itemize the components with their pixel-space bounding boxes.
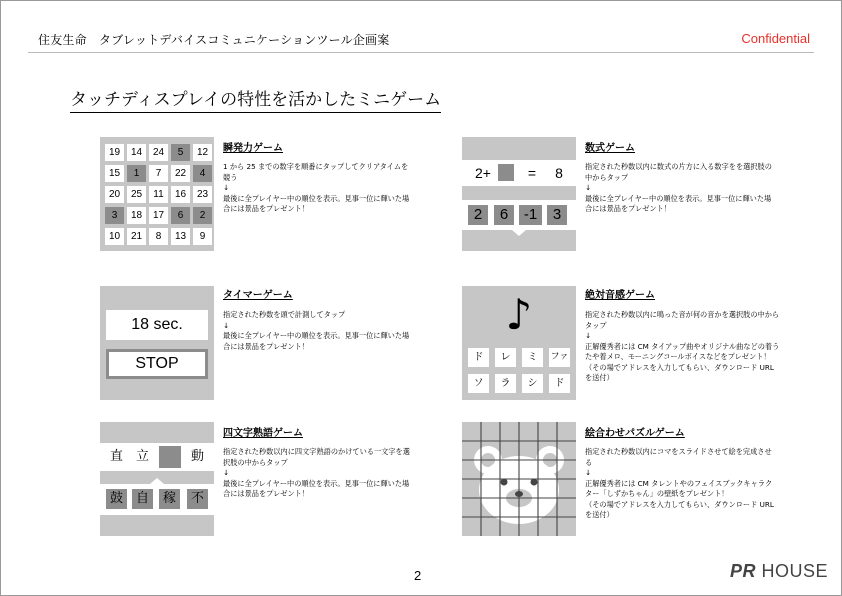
- timer-game-desc: [223, 310, 409, 352]
- choice-button[interactable]: -1: [519, 205, 542, 225]
- desc-line: る: [585, 457, 593, 467]
- desc-line: ↓: [223, 468, 230, 477]
- choice-button[interactable]: 3: [547, 205, 567, 225]
- desc-line: ター「しずかちゃん」の壁紙をプレゼント！: [585, 489, 729, 498]
- timer-display: 18 sec.: [106, 310, 208, 340]
- number-tile[interactable]: 3: [105, 207, 124, 224]
- math-game-desc: [585, 162, 772, 215]
- number-tile[interactable]: 13: [171, 228, 190, 245]
- choice-button[interactable]: 2: [468, 205, 488, 225]
- desc-line: 合には景品をプレゼント！: [223, 489, 309, 498]
- idiom-choice-button[interactable]: 不: [187, 489, 208, 509]
- math-game-title: 数式ゲーム: [585, 143, 635, 154]
- desc-line: 正解優秀者には CM タレントやのフェイスブックキャラク: [585, 478, 773, 488]
- number-tile[interactable]: 17: [149, 207, 168, 224]
- desc-line: 指定された秒数以内に数式の片方に入る数字をを選択肢の: [585, 162, 772, 171]
- desc-line: タップ: [585, 320, 607, 330]
- number-tile[interactable]: 21: [127, 228, 146, 245]
- note-button[interactable]: レ: [495, 348, 516, 367]
- number-tile[interactable]: 18: [127, 207, 146, 224]
- number-tile[interactable]: 11: [149, 186, 168, 203]
- desc-line: 合には景品をプレゼント！: [223, 204, 309, 213]
- note-button[interactable]: ファ: [549, 348, 570, 367]
- number-tile[interactable]: 9: [193, 228, 212, 245]
- desc-line: たや着メロ、モーニングコールボイスなどをプレゼント！: [585, 352, 771, 361]
- pitch-game-title: 絶対音感ゲーム: [585, 290, 655, 301]
- number-tile[interactable]: 16: [171, 186, 190, 203]
- slide-title: タッチディスプレイの特性を活かしたミニゲーム: [70, 85, 441, 113]
- note-button[interactable]: ミ: [522, 348, 543, 367]
- number-tile[interactable]: 20: [105, 186, 124, 203]
- logo-house: HOUSE: [761, 561, 829, 581]
- desc-line: ↓: [585, 468, 592, 477]
- reaction-game-desc: [223, 162, 409, 215]
- number-tile[interactable]: 22: [171, 165, 190, 182]
- idiom-char: 動: [190, 449, 204, 464]
- number-tile[interactable]: 25: [127, 186, 146, 203]
- note-button[interactable]: ソ: [468, 374, 489, 393]
- desc-line: 最後に全プレイヤー中の順位を表示。見事一位に輝いた場: [223, 478, 410, 488]
- note-button[interactable]: ド: [549, 374, 570, 393]
- idiom-choice-button[interactable]: 稼: [159, 489, 180, 509]
- idiom-game-desc: [223, 447, 410, 500]
- desc-line: 択肢の中からタップ: [223, 457, 288, 467]
- desc-line: 競う: [223, 172, 238, 182]
- puzzle-game-title: 絵合わせパズルゲーム: [585, 428, 685, 439]
- desc-line: 指定された秒数を頭で計測してタップ: [223, 310, 346, 319]
- desc-line: ↓: [223, 320, 230, 330]
- number-tile[interactable]: 1: [127, 165, 146, 182]
- desc-line: 正解優秀者には CM タイアップ曲やオリジナル曲などの着う: [585, 341, 780, 351]
- pitch-game-desc: [585, 310, 779, 384]
- timer-game-image: [100, 286, 214, 400]
- desc-line: 合には景品をプレゼント！: [585, 204, 671, 213]
- choice-button[interactable]: 6: [494, 205, 514, 225]
- pointer-triangle: [150, 478, 164, 484]
- note-button[interactable]: シ: [522, 374, 543, 393]
- number-tile[interactable]: 4: [193, 165, 212, 182]
- idiom-choice-button[interactable]: 鼓: [106, 489, 127, 509]
- idiom-blank: [159, 446, 181, 468]
- number-tile[interactable]: 5: [171, 144, 190, 161]
- equation-equals: =: [527, 165, 537, 181]
- pr-house-logo: [730, 561, 828, 582]
- idiom-game-title: 四文字熟語ゲーム: [223, 428, 303, 439]
- desc-line: ↓: [585, 183, 592, 192]
- desc-line: 1 から 25 までの数字を順番にタップしてクリアタイムを: [223, 162, 409, 171]
- number-tile[interactable]: 15: [105, 165, 124, 182]
- confidential-label: Confidential: [741, 31, 810, 46]
- number-tile[interactable]: 23: [193, 186, 212, 203]
- puzzle-game-desc: [585, 447, 774, 521]
- idiom-choice-button[interactable]: 自: [132, 489, 153, 509]
- number-tile[interactable]: 2: [193, 207, 212, 224]
- math-game-image: [462, 137, 576, 251]
- desc-line: 最後に全プレイヤー中の順位を表示。見事一位に輝いた場: [223, 193, 410, 203]
- number-tile[interactable]: 19: [105, 144, 124, 161]
- number-tile[interactable]: 14: [127, 144, 146, 161]
- number-tile[interactable]: 10: [105, 228, 124, 245]
- pitch-game-image: [462, 286, 576, 400]
- note-button[interactable]: ラ: [495, 374, 516, 393]
- reaction-game-title: 瞬発力ゲーム: [223, 143, 283, 154]
- desc-line: 指定された秒数以内に四文字熟語のかけている一文字を選: [223, 447, 410, 456]
- number-tile[interactable]: 7: [149, 165, 168, 182]
- desc-line: 最後に全プレイヤー中の順位を表示。見事一位に輝いた場: [223, 331, 410, 340]
- desc-line: （その場でアドレスを入力してもらい、ダウンロード URL: [585, 499, 774, 509]
- puzzle-game-image: [462, 422, 576, 536]
- desc-line: 指定された秒数以内にコマをスライドさせて絵を完成させ: [585, 447, 772, 456]
- header-divider: [28, 52, 814, 53]
- idiom-char: 直: [109, 449, 123, 464]
- desc-line: 指定された秒数以内に鳴った音が何の音かを選択肢の中から: [585, 310, 780, 319]
- music-note-icon: ♪: [505, 290, 533, 339]
- number-tile[interactable]: 8: [149, 228, 168, 245]
- number-tile[interactable]: 12: [193, 144, 212, 161]
- desc-line: を送付）: [585, 373, 614, 382]
- desc-line: ↓: [585, 331, 592, 340]
- number-tile[interactable]: 24: [149, 144, 168, 161]
- page-number: 2: [414, 568, 422, 583]
- desc-line: （その場でアドレスを入力してもらい、ダウンロード URL: [585, 362, 774, 372]
- desc-line: 中からタップ: [585, 172, 629, 182]
- number-tile[interactable]: 6: [171, 207, 190, 224]
- idiom-char: 立: [135, 449, 149, 464]
- equation-blank: [498, 164, 514, 181]
- logo-pr: PR: [730, 561, 757, 581]
- desc-line: ↓: [223, 183, 230, 192]
- note-button[interactable]: ド: [468, 348, 489, 367]
- idiom-game-image: [100, 422, 214, 536]
- desc-line: 最後に全プレイヤー中の順位を表示。見事一位に輝いた場: [585, 193, 772, 203]
- timer-game-title: タイマーゲーム: [223, 290, 293, 301]
- reaction-game-image: [100, 137, 214, 251]
- equation-left: 2+: [475, 165, 491, 181]
- desc-line: 合には景品をプレゼント！: [223, 341, 309, 351]
- bear-puzzle-picture: [462, 422, 576, 536]
- equation-right: 8: [555, 165, 563, 181]
- pointer-triangle: [512, 230, 526, 236]
- stop-button[interactable]: STOP: [106, 349, 208, 379]
- header-title: 住友生命 タブレットデバイスコミュニケーションツール企画案: [38, 33, 390, 47]
- desc-line: を送付）: [585, 510, 614, 519]
